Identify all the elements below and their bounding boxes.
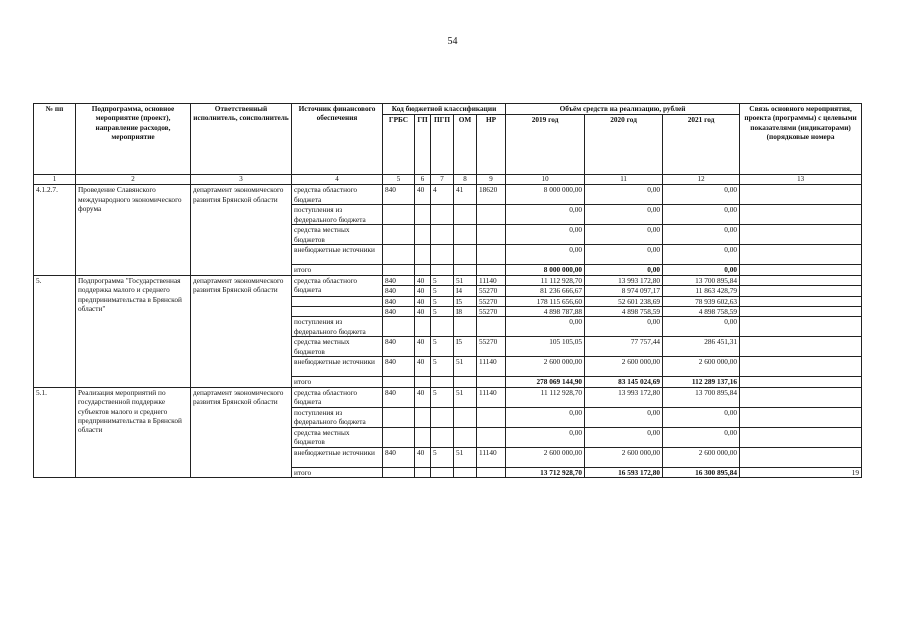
row-number-cell: 4.1.2.7. [34,185,76,275]
gp-cell [415,225,431,245]
executor-cell: департамент экономического развития Брянской области [191,275,292,387]
column-number: 12 [663,175,740,185]
header-2021: 2021 год [663,115,740,175]
table-row [34,185,862,205]
np-cell: 11140 [477,275,506,285]
grbs-cell [383,407,415,427]
amount-2020-cell: 0,00 [585,185,663,205]
code-cell [415,467,431,477]
amount-2020-cell: 0,00 [585,245,663,265]
table-body [34,185,862,478]
column-number: 9 [477,175,506,185]
om-cell: 51 [454,387,477,407]
column-number: 7 [431,175,454,185]
column-number: 8 [454,175,477,185]
amount-2021-cell: 0,00 [663,407,740,427]
column-number: 13 [740,175,862,185]
amount-2021-cell: 0,00 [663,245,740,265]
amount-2020-cell: 0,00 [585,225,663,245]
source-cell: средства местных бюджетов [292,225,383,245]
header-2019: 2019 год [506,115,585,175]
link-cell [740,225,862,245]
header-source: Источник финансового обеспечения [292,104,383,175]
pgp-cell [431,245,454,265]
gp-cell [415,205,431,225]
link-cell: 19 [740,467,862,477]
column-numbers-row [34,175,862,185]
om-cell: 41 [454,185,477,205]
column-number: 4 [292,175,383,185]
header-volume: Объём средств на реализацию, рублей [506,104,740,115]
budget-table-container [33,103,861,478]
table-row [34,275,862,285]
amount-2020-cell: 52 601 238,69 [585,296,663,306]
np-cell: 18620 [477,185,506,205]
code-cell [454,377,477,387]
gp-cell [415,245,431,265]
amount-2021-cell: 0,00 [663,185,740,205]
code-cell [477,377,506,387]
pgp-cell: 4 [431,185,454,205]
header-executor: Ответственный исполнитель, соисполнитель [191,104,292,175]
amount-2021-cell: 16 300 895,84 [663,467,740,477]
column-number: 2 [76,175,191,185]
source-cell: поступления из федерального бюджета [292,317,383,337]
amount-2020-cell: 77 757,44 [585,337,663,357]
program-name-cell: Подпрограмма "Государственная поддержка малого и среднего предпринимательства в Брянской области" [76,275,191,387]
amount-2021-cell: 0,00 [663,317,740,337]
amount-2019-cell: 4 898 787,88 [506,307,585,317]
executor-cell: департамент экономического развития Брянской области [191,387,292,477]
column-number: 6 [415,175,431,185]
amount-2020-cell: 0,00 [585,317,663,337]
source-cell: средства местных бюджетов [292,427,383,447]
link-cell [740,357,862,377]
pgp-cell: 5 [431,275,454,285]
code-cell [383,377,415,387]
grbs-cell: 840 [383,185,415,205]
header-budget-code: Код бюджетной классификации [383,104,506,115]
amount-2019-cell: 178 115 656,60 [506,296,585,306]
header-om: ОМ [454,115,477,175]
om-cell: I4 [454,286,477,296]
source-cell [292,307,383,317]
om-cell: I5 [454,296,477,306]
om-cell: I8 [454,307,477,317]
grbs-cell [383,225,415,245]
budget-table [33,103,862,478]
gp-cell: 40 [415,307,431,317]
code-cell [415,377,431,387]
gp-cell: 40 [415,185,431,205]
link-cell [740,337,862,357]
gp-cell [415,407,431,427]
pgp-cell: 5 [431,387,454,407]
np-cell [477,225,506,245]
source-cell: поступления из федерального бюджета [292,205,383,225]
column-number: 11 [585,175,663,185]
pgp-cell: 5 [431,447,454,467]
amount-2019-cell: 0,00 [506,245,585,265]
amount-2019-cell: 278 069 144,90 [506,377,585,387]
total-label-cell: итого [292,467,383,477]
source-cell: внебюджетные источники [292,245,383,265]
pgp-cell [431,225,454,245]
gp-cell [415,427,431,447]
om-cell [454,407,477,427]
np-cell: 11140 [477,387,506,407]
row-number-cell: 5.1. [34,387,76,477]
amount-2020-cell: 8 974 097,17 [585,286,663,296]
gp-cell: 40 [415,286,431,296]
source-cell: средства областного бюджета [292,387,383,407]
program-name-cell: Проведение Славянского международного экономического форума [76,185,191,275]
code-cell [477,265,506,275]
amount-2021-cell: 286 451,31 [663,337,740,357]
code-cell [383,265,415,275]
grbs-cell [383,317,415,337]
header-np: НР [477,115,506,175]
np-cell: 55270 [477,296,506,306]
om-cell [454,225,477,245]
link-cell [740,387,862,407]
amount-2019-cell: 2 600 000,00 [506,447,585,467]
amount-2021-cell: 0,00 [663,427,740,447]
amount-2021-cell: 0,00 [663,205,740,225]
np-cell [477,205,506,225]
amount-2021-cell: 78 939 602,63 [663,296,740,306]
gp-cell: 40 [415,275,431,285]
amount-2019-cell: 8 000 000,00 [506,185,585,205]
code-cell [454,265,477,275]
amount-2020-cell: 4 898 758,59 [585,307,663,317]
gp-cell: 40 [415,337,431,357]
gp-cell [415,317,431,337]
grbs-cell: 840 [383,337,415,357]
amount-2019-cell: 81 236 666,67 [506,286,585,296]
amount-2020-cell: 0,00 [585,205,663,225]
amount-2019-cell: 13 712 928,70 [506,467,585,477]
executor-cell: департамент экономического развития Брянской области [191,185,292,275]
code-cell [431,377,454,387]
pgp-cell: 5 [431,307,454,317]
amount-2021-cell: 2 600 000,00 [663,357,740,377]
amount-2021-cell: 13 700 895,84 [663,387,740,407]
header-gp: ГП [415,115,431,175]
amount-2019-cell: 0,00 [506,317,585,337]
amount-2020-cell: 83 145 024,69 [585,377,663,387]
amount-2019-cell: 0,00 [506,407,585,427]
link-cell [740,275,862,285]
source-cell [292,296,383,306]
grbs-cell: 840 [383,447,415,467]
header-link: Связь основного мероприятия, проекта (программы) с целевыми показателями (индикаторами) (порядковые номера [740,104,862,175]
amount-2019-cell: 105 105,05 [506,337,585,357]
np-cell: 11140 [477,447,506,467]
amount-2021-cell: 4 898 758,59 [663,307,740,317]
pgp-cell: 5 [431,357,454,377]
gp-cell: 40 [415,296,431,306]
total-label-cell: итого [292,265,383,275]
gp-cell: 40 [415,357,431,377]
om-cell: 51 [454,447,477,467]
pgp-cell: 5 [431,286,454,296]
amount-2021-cell: 0,00 [663,225,740,245]
code-cell [431,467,454,477]
source-cell: средства местных бюджетов [292,337,383,357]
pgp-cell [431,407,454,427]
np-cell: 11140 [477,357,506,377]
om-cell: 51 [454,357,477,377]
total-label-cell: итого [292,377,383,387]
grbs-cell [383,245,415,265]
column-number: 3 [191,175,292,185]
gp-cell: 40 [415,447,431,467]
amount-2021-cell: 0,00 [663,265,740,275]
np-cell: 55270 [477,337,506,357]
page-number: 54 [447,36,458,47]
amount-2019-cell: 0,00 [506,225,585,245]
link-cell [740,427,862,447]
amount-2020-cell: 0,00 [585,427,663,447]
amount-2021-cell: 11 863 428,79 [663,286,740,296]
header-program: Подпрограмма, основное мероприятие (проект), направление расходов, мероприятие [76,104,191,175]
amount-2020-cell: 2 600 000,00 [585,447,663,467]
om-cell: 51 [454,275,477,285]
amount-2021-cell: 2 600 000,00 [663,447,740,467]
link-cell [740,317,862,337]
source-cell: внебюджетные источники [292,447,383,467]
amount-2019-cell: 11 112 928,70 [506,275,585,285]
gp-cell: 40 [415,387,431,407]
amount-2020-cell: 13 993 172,80 [585,275,663,285]
grbs-cell: 840 [383,387,415,407]
link-cell [740,205,862,225]
amount-2019-cell: 0,00 [506,205,585,225]
grbs-cell: 840 [383,307,415,317]
grbs-cell: 840 [383,275,415,285]
amount-2020-cell: 2 600 000,00 [585,357,663,377]
header-2020: 2020 год [585,115,663,175]
link-cell [740,377,862,387]
pgp-cell: 5 [431,296,454,306]
pgp-cell [431,317,454,337]
np-cell [477,427,506,447]
amount-2019-cell: 11 112 928,70 [506,387,585,407]
table-row [34,387,862,407]
link-cell [740,447,862,467]
grbs-cell [383,205,415,225]
column-number: 1 [34,175,76,185]
om-cell [454,205,477,225]
link-cell [740,286,862,296]
grbs-cell: 840 [383,357,415,377]
np-cell: 55270 [477,307,506,317]
program-name-cell: Реализация мероприятий по государственной поддержке субъектов малого и среднего предпринимательства в Брянской области [76,387,191,477]
amount-2020-cell: 13 993 172,80 [585,387,663,407]
pgp-cell [431,427,454,447]
source-cell: поступления из федерального бюджета [292,407,383,427]
pgp-cell: 5 [431,337,454,357]
column-number: 5 [383,175,415,185]
source-cell: средства областного бюджета [292,275,383,296]
link-cell [740,185,862,205]
amount-2020-cell: 0,00 [585,265,663,275]
code-cell [431,265,454,275]
amount-2019-cell: 2 600 000,00 [506,357,585,377]
np-cell [477,407,506,427]
grbs-cell [383,427,415,447]
grbs-cell: 840 [383,286,415,296]
om-cell: I5 [454,337,477,357]
grbs-cell: 840 [383,296,415,306]
link-cell [740,407,862,427]
link-cell [740,296,862,306]
om-cell [454,245,477,265]
source-cell: внебюджетные источники [292,357,383,377]
column-number: 10 [506,175,585,185]
amount-2019-cell: 8 000 000,00 [506,265,585,275]
row-number-cell: 5. [34,275,76,387]
pgp-cell [431,205,454,225]
amount-2021-cell: 13 700 895,84 [663,275,740,285]
link-cell [740,265,862,275]
header-no: № пп [34,104,76,175]
amount-2019-cell: 0,00 [506,427,585,447]
np-cell: 55270 [477,286,506,296]
link-cell [740,245,862,265]
code-cell [383,467,415,477]
np-cell [477,317,506,337]
om-cell [454,317,477,337]
code-cell [454,467,477,477]
om-cell [454,427,477,447]
link-cell [740,307,862,317]
amount-2020-cell: 16 593 172,80 [585,467,663,477]
amount-2020-cell: 0,00 [585,407,663,427]
amount-2021-cell: 112 289 137,16 [663,377,740,387]
header-pgp: ПГП [431,115,454,175]
np-cell [477,245,506,265]
header-grbs: ГРБС [383,115,415,175]
code-cell [477,467,506,477]
code-cell [415,265,431,275]
source-cell: средства областного бюджета [292,185,383,205]
